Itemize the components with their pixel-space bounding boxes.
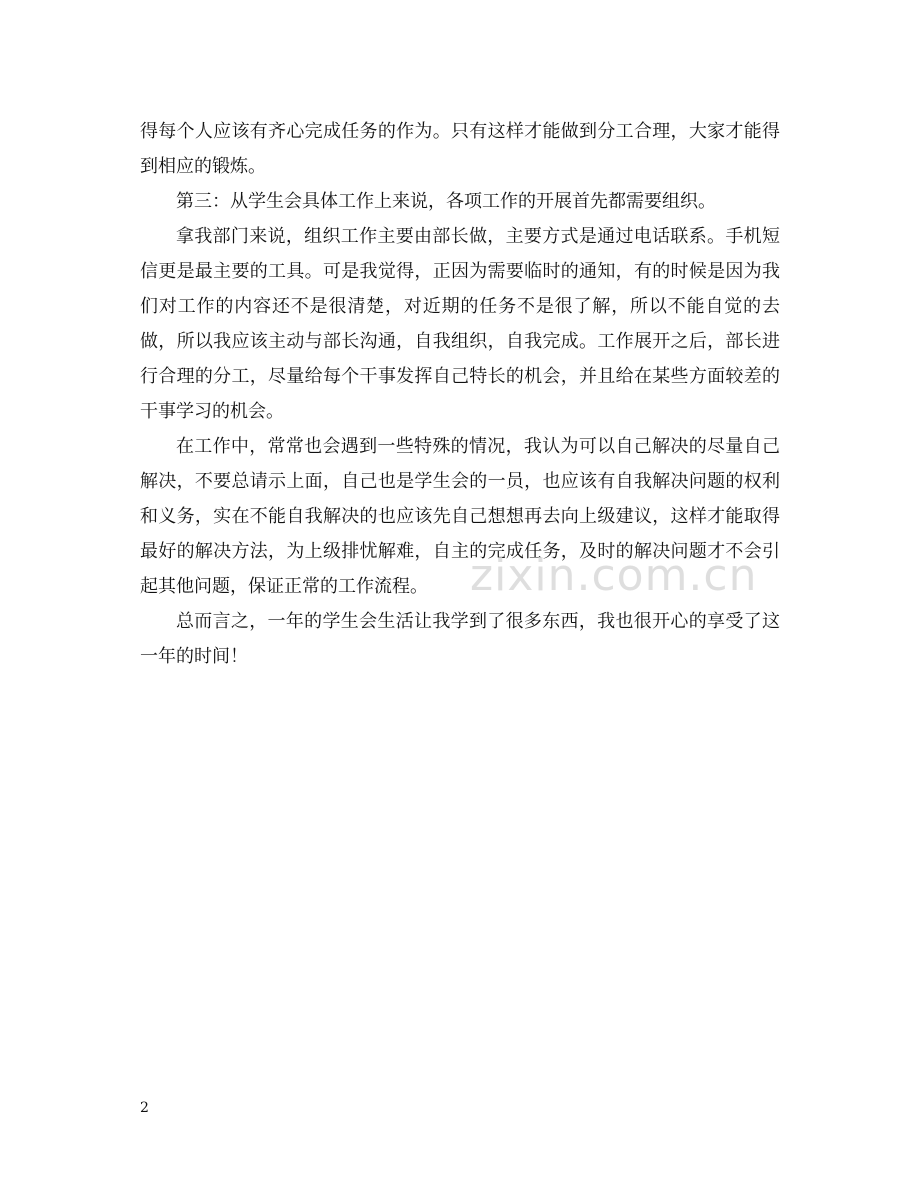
text-line: 解决，不要总请示上面，自己也是学生会的一员，也应该有自我解决问题的权利	[140, 471, 780, 492]
text-line: 到相应的锻炼。	[140, 156, 266, 177]
text-line: 干事学习的机会。	[140, 401, 284, 422]
text-line: 总而言之，一年的学生会生活让我学到了很多东西，我也很开心的享受了这	[176, 611, 780, 632]
text-line: 做，所以我应该主动与部长沟通，自我组织，自我完成。工作展开之后，部长进	[140, 331, 780, 352]
text-line: 得每个人应该有齐心完成任务的作为。只有这样才能做到分工合理，大家才能得	[140, 121, 780, 142]
text-line: 和义务，实在不能自我解决的也应该先自己想想再去向上级建议，这样才能取得	[140, 506, 780, 527]
text-line: 行合理的分工，尽量给每个干事发挥自己特长的机会，并且给在某些方面较差的	[140, 366, 780, 387]
text-line: 信更是最主要的工具。可是我觉得，正因为需要临时的通知，有的时候是因为我	[140, 261, 780, 282]
text-line: 最好的解决方法，为上级排忧解难，自主的完成任务，及时的解决问题才不会引	[140, 541, 780, 562]
page-number: 2	[140, 1100, 149, 1116]
text-line: 一年的时间！	[140, 646, 248, 667]
text-line: 在工作中，常常也会遇到一些特殊的情况，我认为可以自己解决的尽量自己	[176, 436, 780, 457]
watermark: zixin.com.cn	[470, 550, 758, 601]
text-line: 起其他问题，保证正常的工作流程。	[140, 576, 428, 597]
text-line: 拿我部门来说，组织工作主要由部长做，主要方式是通过电话联系。手机短	[176, 226, 780, 247]
text-line: 们对工作的内容还不是很清楚，对近期的任务不是很了解，所以不能自觉的去	[140, 296, 780, 317]
text-line: 第三：从学生会具体工作上来说，各项工作的开展首先都需要组织。	[176, 191, 716, 212]
